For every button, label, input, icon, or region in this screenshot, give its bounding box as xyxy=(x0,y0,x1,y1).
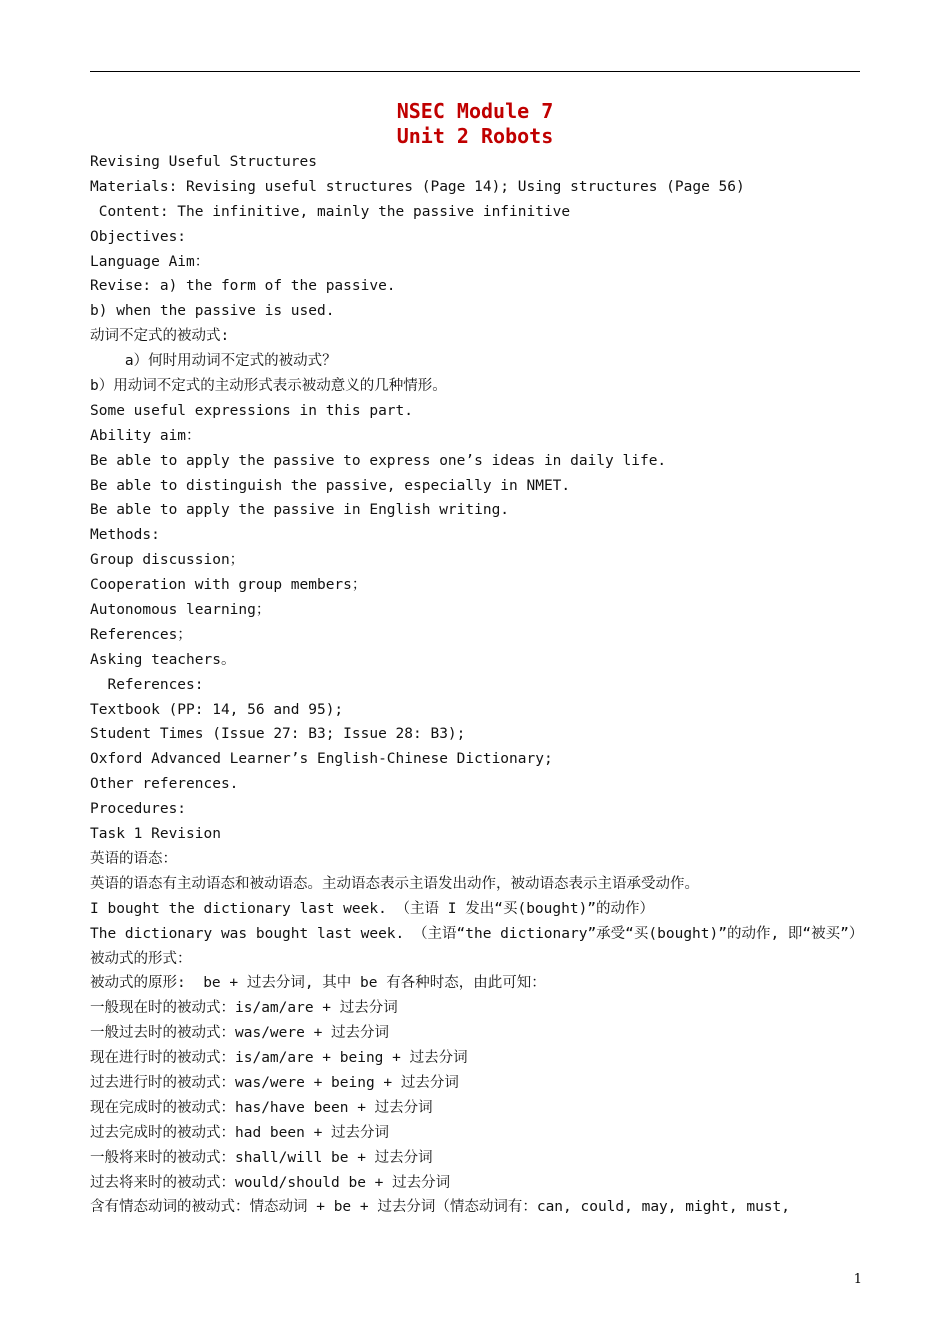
text-line: The dictionary was bought last week. （主语“the dictionary”承受“买(bought)”的动作, 即“被买”） xyxy=(90,925,864,942)
text-line: References: xyxy=(90,676,204,693)
text-line: Methods: xyxy=(90,527,160,544)
text-line: Be able to apply the passive in English writing. xyxy=(90,502,510,519)
document-title-line1: NSEC Module 7 xyxy=(396,99,554,123)
text-line: Textbook (PP: 14, 56 and 95); xyxy=(90,701,344,718)
text-line: Revise: a) the form of the passive. xyxy=(90,278,396,295)
text-line: 过去完成时的被动式：had been + 过去分词 xyxy=(90,1124,390,1141)
text-line: 一般过去时的被动式：was/were + 过去分词 xyxy=(90,1025,390,1042)
text-line: b) when the passive is used. xyxy=(90,303,335,320)
text-line: 现在进行时的被动式：is/am/are + being + 过去分词 xyxy=(90,1050,468,1067)
text-line: Group discussion； xyxy=(90,552,245,569)
text-line: a）何时用动词不定式的被动式？ xyxy=(90,353,337,370)
text-line: Oxford Advanced Learner’s English-Chinese Dictionary; xyxy=(90,751,553,768)
text-line: 含有情态动词的被动式：情态动词 + be + 过去分词（情态动词有：can, could, may, might, must, xyxy=(90,1199,790,1216)
document-title-line2: Unit 2 Robots xyxy=(396,124,554,148)
text-line: Materials: Revising useful structures (Page 14); Using structures (Page 56) xyxy=(90,178,745,195)
text-line: Autonomous learning； xyxy=(90,602,271,619)
text-line: 一般将来时的被动式：shall/will be + 过去分词 xyxy=(90,1149,433,1166)
text-line: Some useful expressions in this part. xyxy=(90,402,414,419)
text-line: 一般现在时的被动式：is/am/are + 过去分词 xyxy=(90,1000,398,1017)
document-body xyxy=(90,150,865,1220)
text-line: Other references. xyxy=(90,776,239,793)
text-line: Objectives: xyxy=(90,228,187,245)
text-line: 被动式的原形: be + 过去分词, 其中 be 有各种时态，由此可知： xyxy=(90,975,546,992)
text-line: Procedures: xyxy=(90,801,187,818)
text-line: 被动式的形式： xyxy=(90,950,192,967)
text-line: Cooperation with group members； xyxy=(90,577,367,594)
text-line: 过去进行时的被动式：was/were + being + 过去分词 xyxy=(90,1074,459,1091)
text-line: 动词不定式的被动式: xyxy=(90,328,230,345)
text-line: Asking teachers。 xyxy=(90,651,236,668)
text-line: b）用动词不定式的主动形式表示被动意义的几种情形。 xyxy=(90,378,447,395)
text-line: Be able to apply the passive to express one’s ideas in daily life. xyxy=(90,452,667,469)
text-line: Be able to distinguish the passive, especially in NMET. xyxy=(90,477,571,494)
text-line: 英语的语态有主动语态和被动语态。主动语态表示主语发出动作，被动语态表示主语承受动作。 xyxy=(90,875,699,892)
text-line: Ability aim： xyxy=(90,427,201,444)
header-rule xyxy=(90,71,860,72)
page-number: 1 xyxy=(853,1272,862,1287)
text-line: Student Times (Issue 27: B3; Issue 28: B3); xyxy=(90,726,466,743)
text-line: 现在完成时的被动式：has/have been + 过去分词 xyxy=(90,1099,433,1116)
text-line: Language Aim： xyxy=(90,253,210,270)
text-line: 过去将来时的被动式：would/should be + 过去分词 xyxy=(90,1174,451,1191)
text-line: References； xyxy=(90,626,192,643)
text-line: I bought the dictionary last week. （主语 I 发出“买(bought)”的动作） xyxy=(90,900,655,917)
text-line: Revising Useful Structures xyxy=(90,154,317,170)
text-line: Task 1 Revision xyxy=(90,826,221,843)
text-line: 英语的语态： xyxy=(90,850,177,867)
text-line: Content: The infinitive, mainly the passive infinitive xyxy=(90,203,571,220)
